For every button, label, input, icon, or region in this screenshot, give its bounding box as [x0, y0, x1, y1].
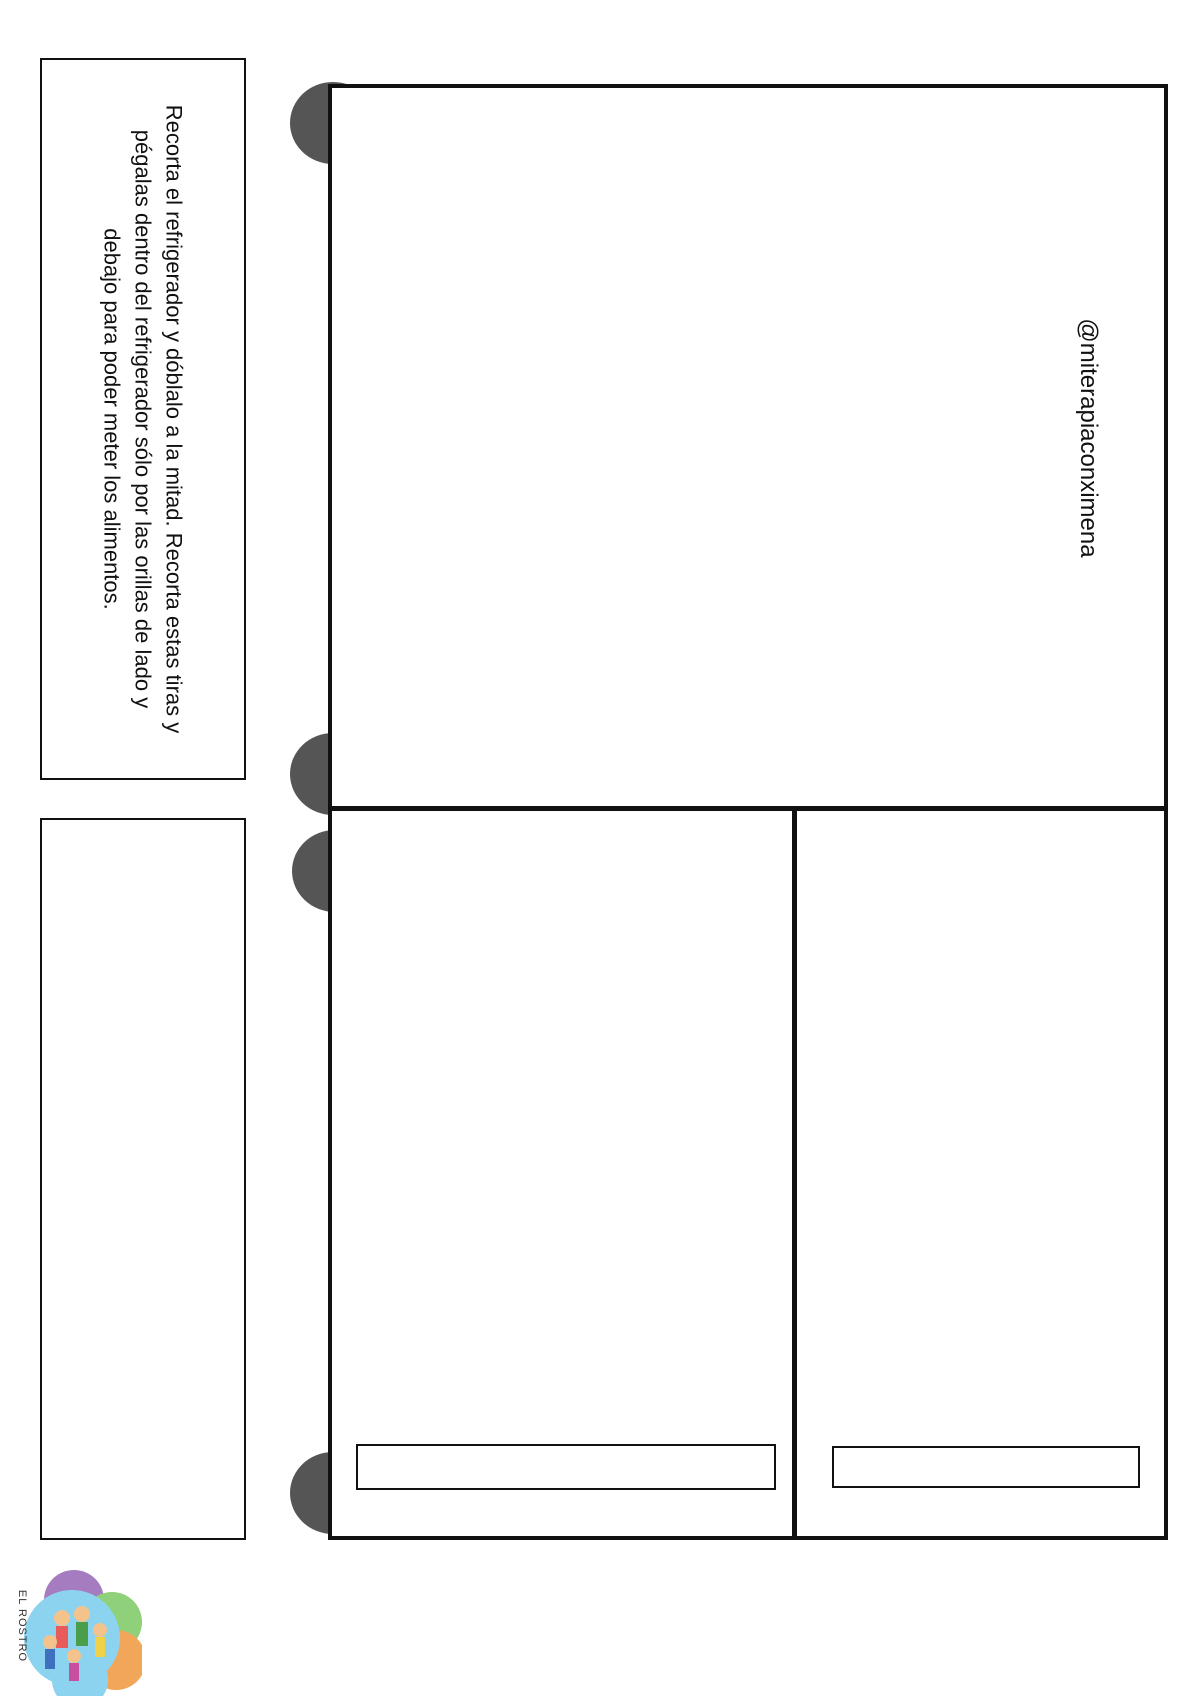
door-handle-left	[356, 1444, 776, 1490]
instructions-text: Recorta el refrigerador y dóblalo a la mitad. Recorta estas tiras y pégalas dentro del refrigerador sólo por las orillas de lado y debajo para poder meter los alimentos.	[99, 104, 187, 734]
watermark-text: @miterapiaconximena	[1075, 318, 1102, 558]
blank-cutout-strip	[40, 818, 246, 1540]
brand-logo	[12, 1560, 142, 1696]
instruction-strip	[40, 58, 246, 780]
logo-graphic	[12, 1560, 142, 1696]
door-handle-right	[832, 1446, 1140, 1488]
logo-caption: EL ROSTRO	[16, 1589, 28, 1663]
fold-line	[328, 806, 1168, 811]
door-divider	[792, 810, 797, 1540]
refrigerator-outline	[328, 84, 1168, 1540]
